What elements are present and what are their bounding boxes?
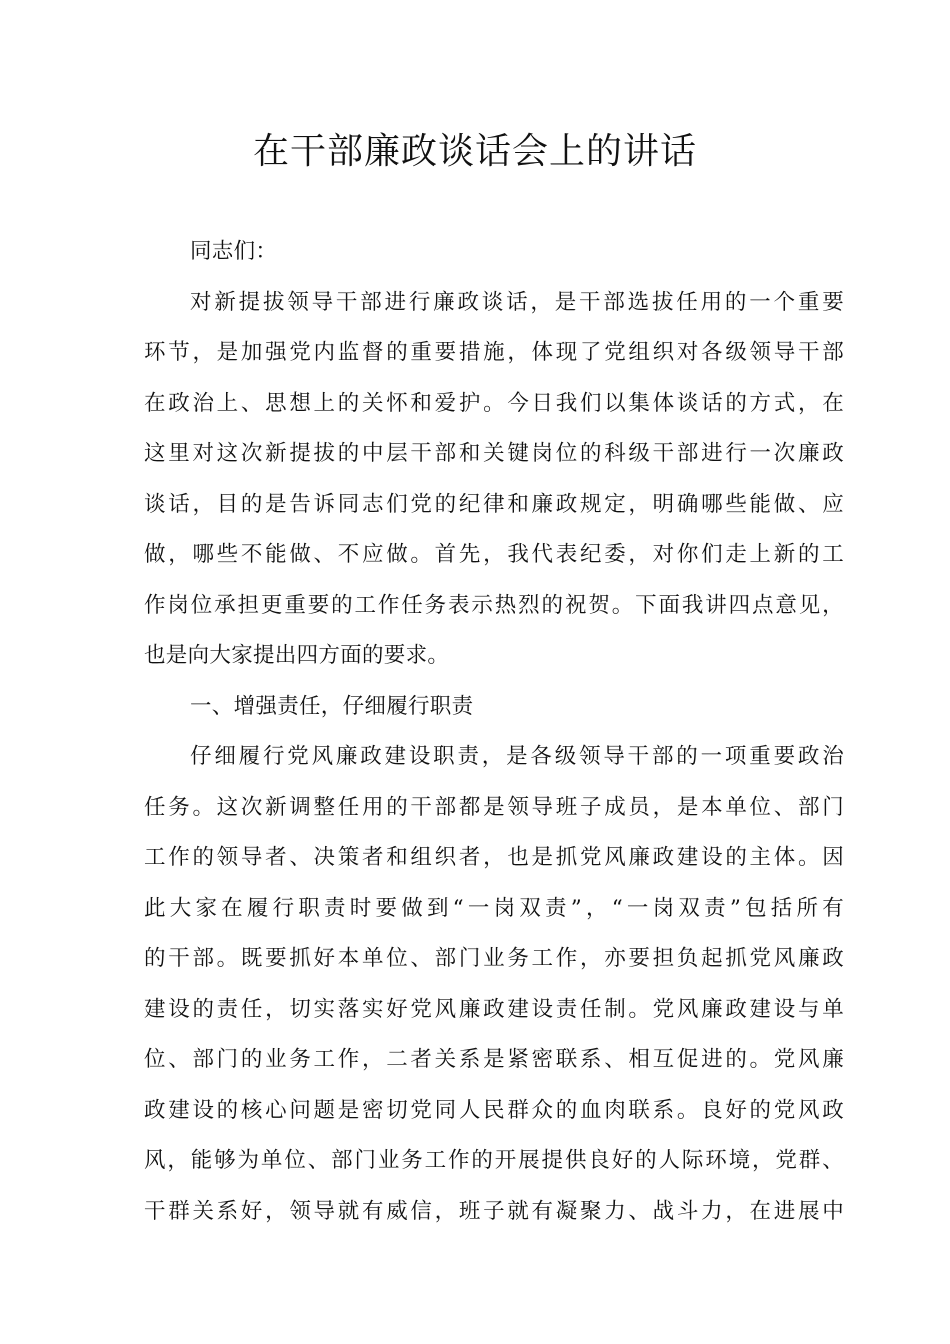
paragraph-line: 位、部门的业务工作，二者关系是紧密联系、相互促进的。党风廉 (144, 1047, 844, 1072)
paragraph-line: 风，能够为单位、部门业务工作的开展提供良好的人际环境，党群、 (144, 1148, 844, 1173)
paragraph-line: 干群关系好，领导就有威信，班子就有凝聚力、战斗力，在进展中 (144, 1198, 844, 1224)
paragraph-line: 作岗位承担更重要的工作任务表示热烈的祝贺。下面我讲四点意见， (144, 592, 844, 618)
document-title: 在干部廉政谈话会上的讲话 (252, 131, 697, 172)
paragraph-line: 同志们： (190, 239, 278, 264)
paragraph-line: 仔细履行党风廉政建设职责，是各级领导干部的一项重要政治 (190, 744, 844, 769)
paragraph-line: 也是向大家提出四方面的要求。 (144, 643, 450, 668)
paragraph-line: 做，哪些不能做、不应做。首先，我代表纪委，对你们走上新的工 (144, 542, 844, 567)
paragraph-line: 在政治上、思想上的关怀和爱护。今日我们以集体谈话的方式，在 (144, 390, 844, 416)
paragraph-line: 对新提拔领导干部进行廉政谈话，是干部选拔任用的一个重要 (190, 289, 844, 315)
paragraph-line: 政建设的核心问题是密切党同人民群众的血肉联系。良好的党风政 (144, 1097, 844, 1123)
paragraph-line: 工作的领导者、决策者和组织者，也是抓党风廉政建设的主体。因 (144, 845, 844, 870)
paragraph-line: 此大家在履行职责时要做到“一岗双责”，“一岗双责”包括所有 (144, 895, 844, 921)
paragraph-line: 的干部。既要抓好本单位、部门业务工作，亦要担负起抓党风廉政 (144, 946, 844, 971)
paragraph-line: 谈话，目的是告诉同志们党的纪律和廉政规定，明确哪些能做、应 (144, 491, 844, 517)
paragraph-line: 建设的责任，切实落实好党风廉政建设责任制。党风廉政建设与单 (144, 996, 844, 1022)
paragraph-line: 这里对这次新提拔的中层干部和关键岗位的科级干部进行一次廉政 (144, 441, 844, 466)
paragraph-line: 环节，是加强党内监督的重要措施，体现了党组织对各级领导干部 (144, 340, 844, 365)
document-body (144, 227, 844, 1237)
paragraph-line: 一、增强责任，仔细履行职责 (190, 693, 474, 719)
paragraph-line: 任务。这次新调整任用的干部都是领导班子成员，是本单位、部门 (144, 794, 844, 820)
